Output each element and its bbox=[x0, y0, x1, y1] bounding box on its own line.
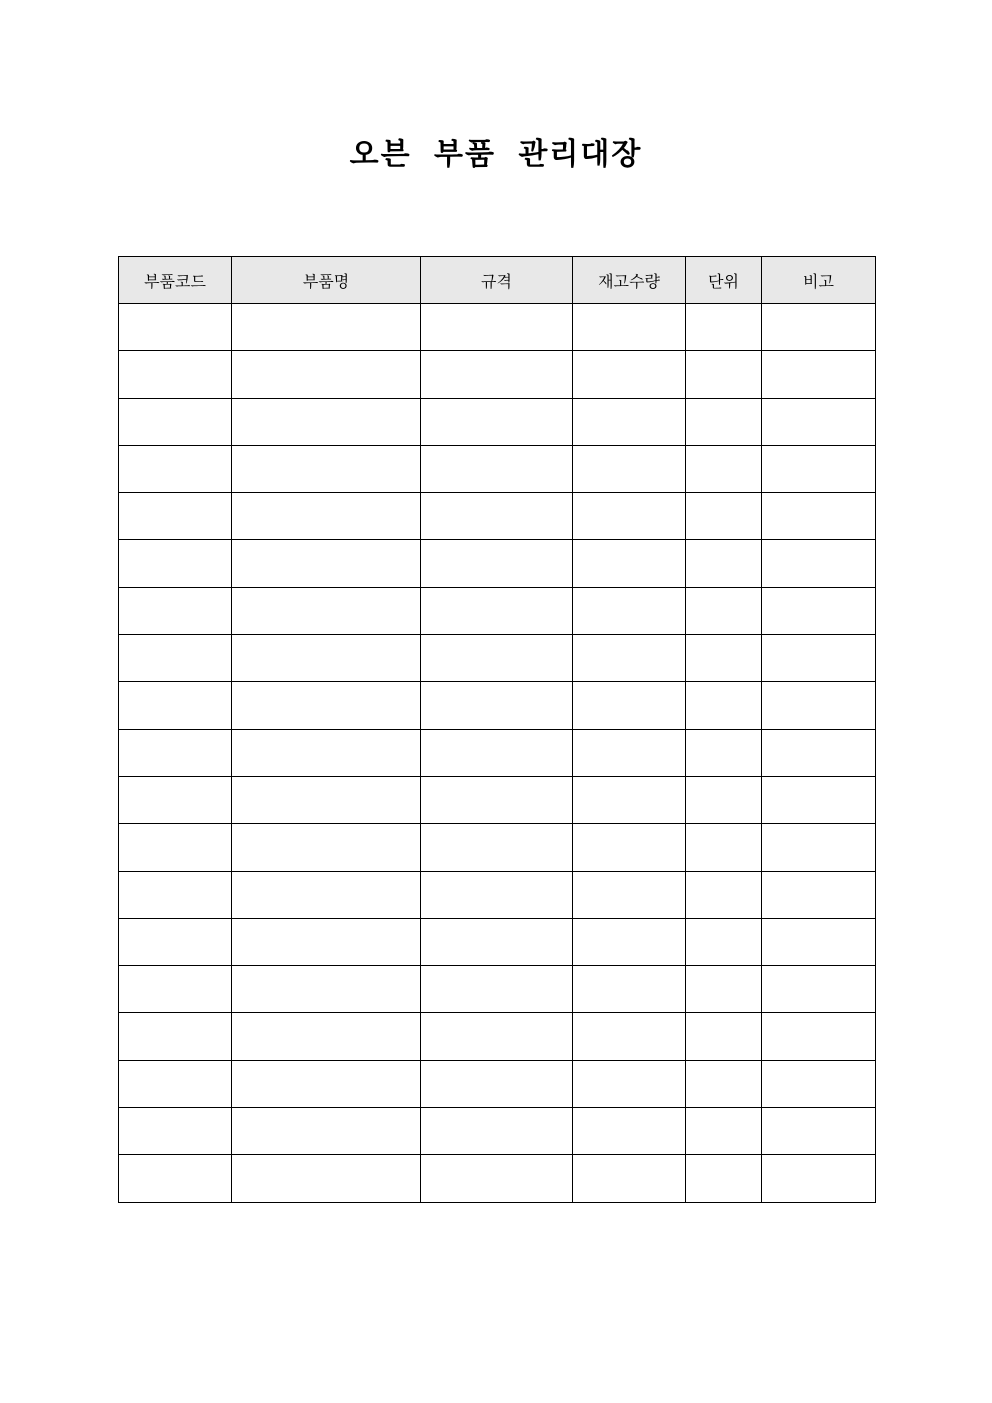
cell-part-code[interactable] bbox=[119, 398, 232, 445]
cell-stock-qty[interactable] bbox=[573, 351, 686, 398]
cell-unit[interactable] bbox=[686, 587, 762, 634]
cell-stock-qty[interactable] bbox=[573, 587, 686, 634]
cell-stock-qty[interactable] bbox=[573, 493, 686, 540]
cell-remarks[interactable] bbox=[762, 1060, 876, 1107]
cell-part-name[interactable] bbox=[232, 1155, 421, 1202]
cell-part-name[interactable] bbox=[232, 1108, 421, 1155]
cell-remarks[interactable] bbox=[762, 1013, 876, 1060]
cell-spec[interactable] bbox=[421, 540, 573, 587]
table-row bbox=[119, 1060, 876, 1107]
cell-part-name[interactable] bbox=[232, 918, 421, 965]
cell-unit[interactable] bbox=[686, 824, 762, 871]
cell-unit[interactable] bbox=[686, 682, 762, 729]
cell-stock-qty[interactable] bbox=[573, 918, 686, 965]
cell-spec[interactable] bbox=[421, 493, 573, 540]
table-row bbox=[119, 398, 876, 445]
cell-part-name[interactable] bbox=[232, 776, 421, 823]
parts-ledger-table bbox=[118, 256, 876, 1203]
cell-stock-qty[interactable] bbox=[573, 871, 686, 918]
table-row bbox=[119, 824, 876, 871]
cell-stock-qty[interactable] bbox=[573, 1155, 686, 1202]
cell-part-code[interactable] bbox=[119, 729, 232, 776]
cell-part-code[interactable] bbox=[119, 445, 232, 492]
cell-spec[interactable] bbox=[421, 729, 573, 776]
cell-part-name[interactable] bbox=[232, 304, 421, 351]
table-row bbox=[119, 1155, 876, 1202]
cell-part-name[interactable] bbox=[232, 966, 421, 1013]
cell-remarks[interactable] bbox=[762, 1155, 876, 1202]
document-title: 오븐 부품 관리대장 bbox=[349, 137, 643, 172]
cell-part-code[interactable] bbox=[119, 351, 232, 398]
cell-remarks[interactable] bbox=[762, 871, 876, 918]
cell-spec[interactable] bbox=[421, 1013, 573, 1060]
cell-part-code[interactable] bbox=[119, 304, 232, 351]
cell-part-code[interactable] bbox=[119, 966, 232, 1013]
cell-spec[interactable] bbox=[421, 304, 573, 351]
cell-unit[interactable] bbox=[686, 1108, 762, 1155]
cell-unit[interactable] bbox=[686, 1060, 762, 1107]
cell-part-name[interactable] bbox=[232, 635, 421, 682]
cell-part-name[interactable] bbox=[232, 682, 421, 729]
cell-stock-qty[interactable] bbox=[573, 304, 686, 351]
cell-unit[interactable] bbox=[686, 493, 762, 540]
cell-spec[interactable] bbox=[421, 445, 573, 492]
cell-spec[interactable] bbox=[421, 1108, 573, 1155]
cell-remarks[interactable] bbox=[762, 682, 876, 729]
cell-stock-qty[interactable] bbox=[573, 1060, 686, 1107]
cell-remarks[interactable] bbox=[762, 351, 876, 398]
cell-stock-qty[interactable] bbox=[573, 540, 686, 587]
cell-unit[interactable] bbox=[686, 776, 762, 823]
cell-remarks[interactable] bbox=[762, 918, 876, 965]
cell-unit[interactable] bbox=[686, 1013, 762, 1060]
table-row bbox=[119, 918, 876, 965]
cell-stock-qty[interactable] bbox=[573, 776, 686, 823]
cell-spec[interactable] bbox=[421, 635, 573, 682]
column-header-unit: 단위 bbox=[686, 257, 762, 304]
table-header-row bbox=[119, 257, 876, 304]
cell-spec[interactable] bbox=[421, 824, 573, 871]
cell-stock-qty[interactable] bbox=[573, 445, 686, 492]
cell-part-code[interactable] bbox=[119, 635, 232, 682]
cell-spec[interactable] bbox=[421, 776, 573, 823]
table-body bbox=[119, 304, 876, 1203]
cell-part-code[interactable] bbox=[119, 918, 232, 965]
cell-stock-qty[interactable] bbox=[573, 824, 686, 871]
cell-part-code[interactable] bbox=[119, 776, 232, 823]
cell-spec[interactable] bbox=[421, 918, 573, 965]
cell-part-code[interactable] bbox=[119, 682, 232, 729]
cell-part-code[interactable] bbox=[119, 540, 232, 587]
cell-part-code[interactable] bbox=[119, 1060, 232, 1107]
cell-remarks[interactable] bbox=[762, 587, 876, 634]
cell-part-name[interactable] bbox=[232, 493, 421, 540]
cell-spec[interactable] bbox=[421, 966, 573, 1013]
cell-part-name[interactable] bbox=[232, 871, 421, 918]
table-row bbox=[119, 587, 876, 634]
cell-stock-qty[interactable] bbox=[573, 635, 686, 682]
cell-part-name[interactable] bbox=[232, 1013, 421, 1060]
cell-unit[interactable] bbox=[686, 540, 762, 587]
cell-stock-qty[interactable] bbox=[573, 1013, 686, 1060]
cell-part-name[interactable] bbox=[232, 729, 421, 776]
cell-stock-qty[interactable] bbox=[573, 682, 686, 729]
cell-part-code[interactable] bbox=[119, 1013, 232, 1060]
cell-spec[interactable] bbox=[421, 587, 573, 634]
cell-part-name[interactable] bbox=[232, 587, 421, 634]
table-row bbox=[119, 729, 876, 776]
cell-unit[interactable] bbox=[686, 445, 762, 492]
table-row bbox=[119, 966, 876, 1013]
cell-part-code[interactable] bbox=[119, 493, 232, 540]
cell-spec[interactable] bbox=[421, 398, 573, 445]
cell-unit[interactable] bbox=[686, 351, 762, 398]
cell-spec[interactable] bbox=[421, 351, 573, 398]
cell-remarks[interactable] bbox=[762, 445, 876, 492]
cell-part-name[interactable] bbox=[232, 540, 421, 587]
cell-remarks[interactable] bbox=[762, 729, 876, 776]
cell-unit[interactable] bbox=[686, 729, 762, 776]
cell-remarks[interactable] bbox=[762, 493, 876, 540]
cell-spec[interactable] bbox=[421, 1060, 573, 1107]
cell-part-name[interactable] bbox=[232, 445, 421, 492]
cell-part-name[interactable] bbox=[232, 398, 421, 445]
cell-unit[interactable] bbox=[686, 966, 762, 1013]
cell-remarks[interactable] bbox=[762, 776, 876, 823]
cell-unit[interactable] bbox=[686, 635, 762, 682]
column-header-part-code: 부품코드 bbox=[119, 257, 232, 304]
column-header-part-name: 부품명 bbox=[232, 257, 421, 304]
table-row bbox=[119, 304, 876, 351]
table-row bbox=[119, 445, 876, 492]
cell-part-name[interactable] bbox=[232, 1060, 421, 1107]
table-row bbox=[119, 1013, 876, 1060]
table-row bbox=[119, 871, 876, 918]
cell-stock-qty[interactable] bbox=[573, 966, 686, 1013]
cell-remarks[interactable] bbox=[762, 398, 876, 445]
cell-part-code[interactable] bbox=[119, 824, 232, 871]
table-row bbox=[119, 493, 876, 540]
table-row bbox=[119, 682, 876, 729]
cell-stock-qty[interactable] bbox=[573, 729, 686, 776]
cell-part-code[interactable] bbox=[119, 871, 232, 918]
table-row bbox=[119, 351, 876, 398]
cell-part-code[interactable] bbox=[119, 1108, 232, 1155]
cell-part-code[interactable] bbox=[119, 587, 232, 634]
cell-unit[interactable] bbox=[686, 918, 762, 965]
cell-unit[interactable] bbox=[686, 398, 762, 445]
cell-remarks[interactable] bbox=[762, 1108, 876, 1155]
column-header-spec: 규격 bbox=[421, 257, 573, 304]
cell-remarks[interactable] bbox=[762, 824, 876, 871]
cell-stock-qty[interactable] bbox=[573, 1108, 686, 1155]
table-row bbox=[119, 540, 876, 587]
cell-remarks[interactable] bbox=[762, 540, 876, 587]
table-row bbox=[119, 776, 876, 823]
column-header-remarks: 비고 bbox=[762, 257, 876, 304]
cell-stock-qty[interactable] bbox=[573, 398, 686, 445]
cell-spec[interactable] bbox=[421, 1155, 573, 1202]
cell-spec[interactable] bbox=[421, 682, 573, 729]
column-header-stock-qty: 재고수량 bbox=[573, 257, 686, 304]
cell-remarks[interactable] bbox=[762, 304, 876, 351]
table-row bbox=[119, 1108, 876, 1155]
cell-unit[interactable] bbox=[686, 1155, 762, 1202]
table-row bbox=[119, 635, 876, 682]
cell-part-name[interactable] bbox=[232, 824, 421, 871]
cell-part-name[interactable] bbox=[232, 351, 421, 398]
cell-spec[interactable] bbox=[421, 871, 573, 918]
cell-remarks[interactable] bbox=[762, 966, 876, 1013]
cell-part-code[interactable] bbox=[119, 1155, 232, 1202]
cell-remarks[interactable] bbox=[762, 635, 876, 682]
cell-unit[interactable] bbox=[686, 871, 762, 918]
cell-unit[interactable] bbox=[686, 304, 762, 351]
